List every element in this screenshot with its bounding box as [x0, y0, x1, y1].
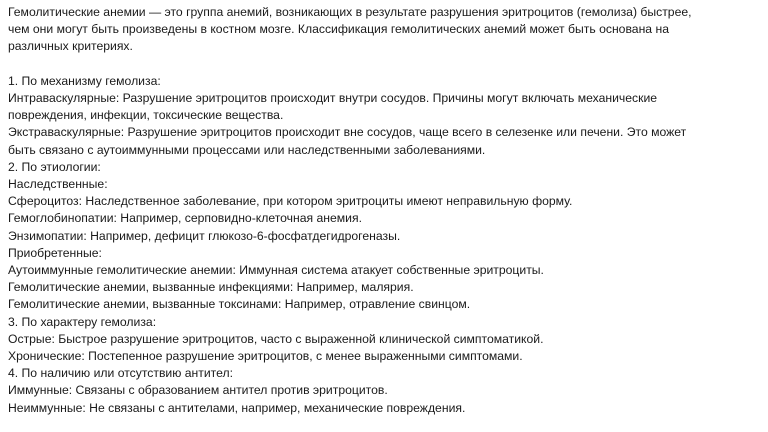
section-heading-etiology: 2. По этиологии:: [8, 159, 101, 174]
classification-list: [8, 73, 760, 417]
text-line: Гемоглобинопатии: Например, серповидно-клеточная анемия.: [8, 211, 362, 226]
paragraph-gap: [8, 56, 760, 73]
intro-line: Гемолитические анемии — это группа анемий, возникающих в результате разрушения эритроцитов (гемолиза) быстрее,: [8, 5, 692, 19]
intro-line: чем они могут быть произведены в костном мозге. Классификация гемолитических анемий может быть основана на: [8, 22, 669, 37]
subheading-acquired: Приобретенные:: [8, 245, 102, 260]
text-line: Хронические: Постепенное разрушение эритроцитов, с менее выраженными симптомами.: [8, 349, 523, 364]
text-line: Неиммунные: Не связаны с антителами, например, механические повреждения.: [8, 400, 466, 415]
text-line: Гемолитические анемии, вызванные инфекциями: Например, малярия.: [8, 280, 414, 295]
text-line: Экстраваскулярные: Разрушение эритроцитов происходит вне сосудов, чаще всего в селезенке или печени. Это может: [8, 125, 687, 140]
text-line: быть связано с аутоиммунными процессами или наследственными заболеваниями.: [8, 142, 486, 157]
text-line: Сфероцитоз: Наследственное заболевание, при котором эритроциты имеют неправильную форму.: [8, 194, 573, 209]
intro-line: различных критериях.: [8, 39, 133, 54]
text-line: Аутоиммунные гемолитические анемии: Иммунная система атакует собственные эритроциты.: [8, 263, 544, 278]
text-line: Энзимопатии: Например, дефицит глюкозо-6-фосфатдегидрогеназы.: [8, 228, 401, 243]
text-line: Иммунные: Связаны с образованием антител против эритроцитов.: [8, 383, 388, 398]
text-line: Гемолитические анемии, вызванные токсинами: Например, отравление свинцом.: [8, 297, 471, 312]
section-heading-mechanism: 1. По механизму гемолиза:: [8, 73, 161, 88]
text-line: повреждения, инфекции, токсические вещества.: [8, 108, 284, 123]
subheading-hereditary: Наследственные:: [8, 177, 108, 192]
text-line: Острые: Быстрое разрушение эритроцитов, часто с выраженной клинической симптоматикой.: [8, 331, 544, 346]
intro-paragraph: [8, 4, 760, 56]
section-heading-antibodies: 4. По наличию или отсутствию антител:: [8, 366, 233, 381]
section-heading-character: 3. По характеру гемолиза:: [8, 314, 157, 329]
text-line: Интраваскулярные: Разрушение эритроцитов происходит внутри сосудов. Причины могут включать механические: [8, 91, 658, 105]
